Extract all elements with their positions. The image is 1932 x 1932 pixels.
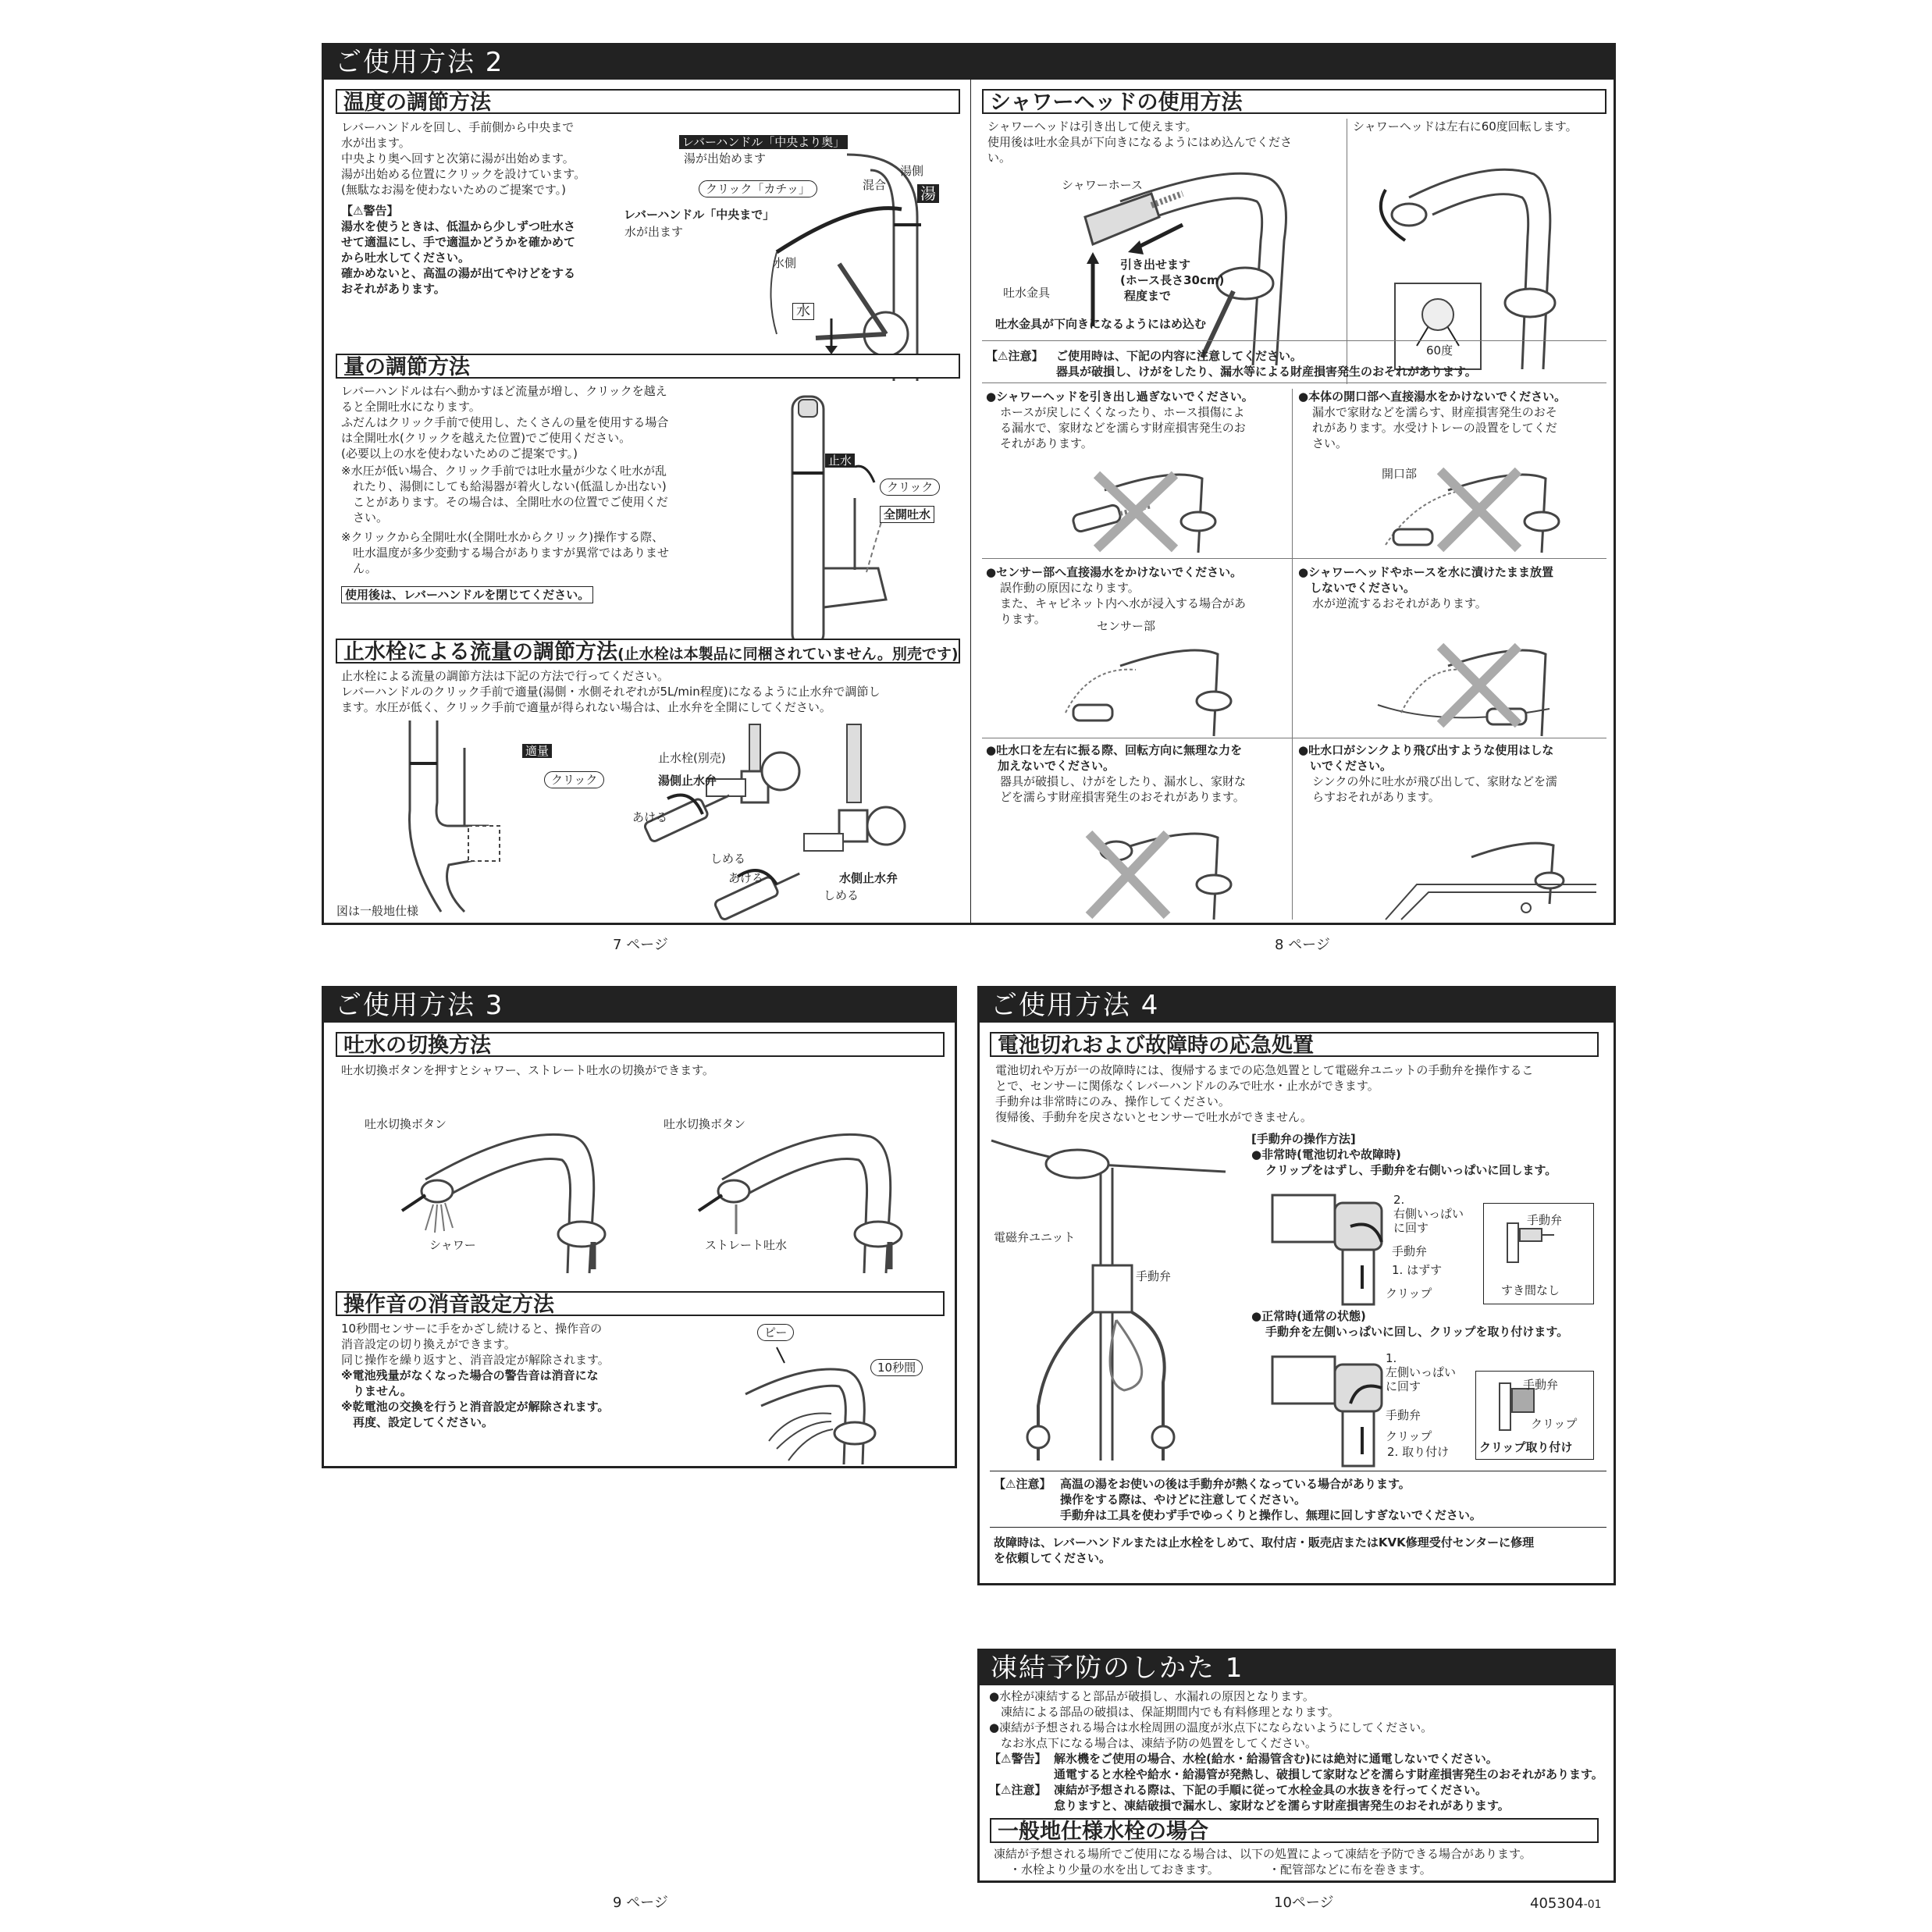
switch-body: 吐水切換ボタンを押すとシャワー、ストレート吐水の切換ができます。 [341, 1063, 714, 1077]
freeze-line-3: ●凍結が予想される場合は水栓周囲の温度が氷点下にならないようにしてください。 [989, 1720, 1433, 1735]
freeze-caution-1: 凍結が予想される際は、下記の手順に従って水栓金具の水抜きを行ってください。 [1054, 1783, 1488, 1797]
label-kongo: 混合 [863, 178, 887, 192]
item-2-body: 漏水で家財などを濡らす、財産損害発生のおそ れがあります。水受けトレーの設置をしてくだ さい。 [1312, 405, 1557, 450]
freeze-warning-1: 解氷機をご使用の場合、水栓(給水・給湯管含む)には絶対に通電しないでください。 [1054, 1752, 1498, 1766]
label-emerg-step-1: 1. はずす [1392, 1263, 1443, 1277]
freeze-warning-head: 【⚠警告】 [989, 1752, 1047, 1766]
item-5-body: 器具が破損し、けがをしたり、漏水し、家財な どを濡らす財産損害発生のおそれがあります。 [1000, 774, 1247, 804]
flow-body: レバーハンドルは右へ動かすほど流量が増し、クリックを越え ると全開吐水になります。 ふだんはクリック手前で使用し、たくさんの量を使用する場合 は全開吐水(クリックを越えた位置)でご使用ください。 (必要以上の水を使わないためのご提案です。) [341, 384, 669, 461]
label-normal-box-clip: クリップ [1531, 1417, 1578, 1431]
label-beep: ピー [757, 1324, 794, 1341]
flow-section-title: 量の調節方法 [336, 354, 960, 379]
p8-caution-head: 【⚠注意】 [986, 349, 1044, 363]
section-band-usage-2: ご使用方法 2 [324, 45, 1614, 80]
freeze-caution-head: 【⚠注意】 [989, 1783, 1047, 1797]
section-band-usage-4: ご使用方法 4 [980, 988, 1614, 1023]
label-hikidase-2: (ホース長さ30cm) [1120, 273, 1225, 287]
label-lever-chuo-1: レバーハンドル「中央まで」 [621, 207, 777, 222]
label-akeru-2: あける [728, 871, 764, 885]
page-7-8-panel [322, 43, 1616, 925]
item-2-head: ●本体の開口部へ直接湯水をかけないでください。 [1298, 390, 1567, 404]
label-solenoid-unit: 電磁弁ユニット [994, 1230, 1076, 1244]
emergency-instr: クリップをはずし、手動弁を右側いっぱいに回します。 [1265, 1163, 1557, 1177]
item-2-illustration [1370, 459, 1573, 553]
emergency-pipe-illustration [991, 1133, 1241, 1461]
stop-caption: 図は一般地仕様 [336, 904, 419, 918]
label-straight: ストレート吐水 [705, 1238, 788, 1252]
freeze-warning-2: 通電すると水栓や給水・給湯管が発熱し、破損して家財などを濡らす財産損害発生のおそれがあります。 [1054, 1767, 1603, 1781]
emergency-section-title: 電池切れおよび故障時の応急処置 [990, 1032, 1599, 1057]
item-6-body: シンクの外に吐水が飛び出して、家財などを濡 らすおそれがあります。 [1312, 774, 1558, 804]
page-10-emergency-panel [977, 986, 1616, 1585]
label-shimeru-2: しめる [824, 888, 859, 902]
item-3-illustration [1058, 635, 1237, 736]
item-5-head: ●吐水口を左右に振る際、回転方向に無理な力を 加えないでください。 [986, 743, 1243, 773]
item-6-illustration [1370, 818, 1604, 920]
shower-right-body: シャワーヘッドは左右に60度回転します。 [1353, 119, 1578, 133]
freeze-sub-item-2: ・配管部などに布を巻きます。 [1268, 1863, 1432, 1877]
mute-note-1: ※電池残量がなくなった場合の警告音は消音にな りません。 [341, 1368, 599, 1398]
label-hikidase-3: 程度まで [1124, 289, 1172, 303]
shower-left-body: シャワーヘッドは引き出して使えます。 使用後は吐水金具が下向きになるようにはめ込んでくださ い。 [987, 119, 1293, 165]
document-code [1530, 1895, 1602, 1912]
stop-title-sub: (止水栓は本製品に同梱されていません。別売です) [617, 646, 959, 663]
grid-row-line-1 [982, 558, 1606, 559]
stop-section-title [336, 639, 960, 664]
label-normal-clip: クリップ [1386, 1429, 1432, 1443]
flow-note-1: ※水圧が低い場合、クリック手前では吐水量が少なく吐水が乱 れたり、湯側にしても給湯器が着火しない(低温しか出ない) ことがあります。その場合は、全開吐水の位置でご使用くだ さい。 [341, 464, 668, 525]
mute-section-title: 操作音の消音設定方法 [336, 1291, 945, 1316]
p10a-caution-3: 手動弁は工具を使わず手でゆっくりと操作し、無理に回しすぎないでください。 [1060, 1508, 1482, 1522]
freeze-sub-item-1: ・水栓より少量の水を出しておきます。 [1009, 1863, 1219, 1877]
stop-faucet-illustration [394, 717, 535, 912]
label-stop-click: クリック [544, 771, 604, 788]
label-kaikobu: 開口部 [1382, 467, 1418, 481]
normal-instr: 手動弁を左側いっぱいに回し、クリップを取り付けます。 [1265, 1325, 1569, 1339]
emerg-detail-box [1483, 1203, 1594, 1304]
freeze-sub-title: 一般地仕様水栓の場合 [990, 1818, 1599, 1843]
label-60-deg: 60度 [1426, 343, 1453, 358]
label-emerg-valve: 手動弁 [1392, 1244, 1428, 1258]
section-band-freeze: 凍結予防のしかた 1 [980, 1651, 1614, 1685]
label-switch-btn-1: 吐水切換ボタン [365, 1117, 447, 1131]
label-normal-step-1: 1. 左側いっぱい に回す [1386, 1351, 1457, 1393]
label-yugawa-ben: 湯側止水弁 [658, 774, 717, 788]
label-normal-box-valve: 手動弁 [1523, 1378, 1559, 1392]
item-5-illustration [1058, 818, 1237, 920]
page-9-panel [322, 986, 957, 1468]
label-lever-oku-1: レバーハンドル「中央より奥」 [679, 135, 848, 149]
label-shower-hose: シャワーホース [1062, 178, 1143, 192]
p8-caution-1: ご使用時は、下記の内容に注意してください。 [1056, 349, 1303, 363]
item-1-illustration [1058, 459, 1229, 553]
label-lever-oku-2: 湯が出始めます [684, 151, 767, 165]
p10a-caution-2: 操作をする際は、やけどに注意してください。 [1060, 1493, 1307, 1507]
label-zenkai: 全開吐水 [880, 506, 934, 523]
freeze-line-2: 凍結による部品の破損は、保証期間内でも有料修理となります。 [989, 1705, 1340, 1719]
label-emerg-step-2: 2. 右側いっぱい に回す [1393, 1193, 1464, 1235]
label-shisuisen: 止水栓(別売) [658, 751, 726, 765]
item-4-head: ●シャワーヘッドやホースを水に漬けたまま放置 しないでください。 [1298, 565, 1554, 595]
shower-rotate-illustration [1362, 143, 1612, 377]
temp-warning-body: 湯水を使うときは、低温から少しずつ吐水さ せて適温にし、手で適温かどうかを確かめて から吐水してください。 確かめないと、高温の湯が出てやけどをする おそれがあります。 [341, 219, 576, 296]
mute-body: 10秒間センサーに手をかざし続けると、操作音の 消音設定の切り換えができます。 同じ操作を繰り返すと、消音設定が解除されます。 [341, 1322, 610, 1367]
label-shisui: 止水 [825, 454, 855, 468]
flow-note-2: ※クリックから全開吐水(全開吐水からクリック)操作する際、 吐水温度が多少変動する場合がありますが異常ではありませ ん。 [341, 530, 670, 575]
label-flow-click: クリック [880, 479, 940, 496]
label-sukima-nashi: すき間なし [1501, 1283, 1560, 1297]
label-mizugawa: 水側 [773, 256, 797, 270]
mute-hand-illustration [730, 1324, 933, 1464]
label-normal-step-2: 2. 取り付け [1387, 1445, 1450, 1459]
item-4-body: 水が逆流するおそれがあります。 [1312, 596, 1487, 610]
item-3-body: 誤作動の原因になります。 また、キャビネット内へ水が浸入する場合があ ります。 [1000, 581, 1247, 626]
label-hikidase-1: 引き出せます [1120, 258, 1191, 272]
emergency-valve-illustration [1257, 1179, 1413, 1304]
label-mizu: 水 [792, 303, 814, 320]
document-code-suffix: -01 [1583, 1898, 1602, 1911]
temp-body: レバーハンドルを回し、手前側から中央まで 水が出ます。 中央より奥へ回すと次第に湯が出始めます。 湯が出始める位置にクリックを設けています。 (無駄なお湯を使わないためのご提案です。) [341, 120, 586, 197]
page-number-10: 10ページ [1274, 1895, 1334, 1911]
freeze-line-4: なお氷点下になる場合は、凍結予防の処置をしてください。 [989, 1736, 1318, 1750]
emergency-body: 電池切れや万が一の故障時には、復帰するまでの応急処置として電磁弁ユニットの手動弁を操作するこ とで、センサーに関係なくレバーハンドルのみで吐水・止水ができます。 手動弁は非常時にのみ、操作してください。 復帰後、手動弁を戻さないとセンサーで吐水ができません。 [995, 1063, 1534, 1124]
caution-bottom-rule [982, 382, 1606, 383]
label-lever-chuo-2: 水が出ます [624, 225, 684, 239]
shower-section-title: シャワーヘッドの使用方法 [982, 89, 1606, 114]
emergency-head: ●非常時(電池切れや故障時) [1251, 1147, 1401, 1162]
label-10s: 10秒間 [870, 1359, 923, 1376]
op-method-head: [手動弁の操作方法] [1251, 1132, 1356, 1146]
mute-note-2: ※乾電池の交換を行うと消音設定が解除されます。 再度、設定してください。 [341, 1400, 610, 1429]
label-emerg-box-valve: 手動弁 [1527, 1213, 1563, 1227]
label-sensor: センサー部 [1097, 619, 1156, 633]
freeze-caution-2: 怠りますと、凍結破損で漏水し、家財などを濡らす財産損害発生のおそれがあります。 [1054, 1799, 1510, 1813]
item-1-head: ●シャワーヘッドを引き出し過ぎないでください。 [986, 390, 1254, 404]
temp-warning-head: 【⚠警告】 [341, 204, 399, 218]
section-band-usage-3: ご使用方法 3 [324, 988, 955, 1023]
label-yugawa: 湯側 [900, 164, 924, 178]
freeze-line-1: ●水栓が凍結すると部品が破損し、水漏れの原因となります。 [989, 1689, 1315, 1703]
stop-title-main: 止水栓による流量の調節方法 [343, 640, 617, 664]
item-1-body: ホースが戻しにくくなったり、ホース損傷によ る漏水で、家財などを濡らす財産損害発生のお それがあります。 [1000, 405, 1246, 450]
item-3-head: ●センサー部へ直接湯水をかけないでください。 [986, 565, 1243, 579]
page-number-7: 7 ページ [613, 937, 668, 953]
stop-body: 止水栓による流量の調節方法は下記の方法で行ってください。 レバーハンドルのクリック手前で適量(湯側・水側それぞれが5L/min程度)になるように止水弁で調節し ます。水圧が低く、クリック手前で適量が得られない場合は、止水弁を全開にしてください。 [341, 669, 881, 714]
grid-center-line [1292, 389, 1293, 920]
label-akeru-1: あける [632, 810, 668, 824]
label-shower: シャワー [429, 1238, 476, 1252]
temp-section-title: 温度の調節方法 [336, 89, 960, 114]
flow-boxed-note: 使用後は、レバーハンドルを閉じてください。 [341, 586, 593, 603]
item-6-head: ●吐水口がシンクより飛び出すような使用はしな いでください。 [1298, 743, 1554, 773]
label-tosui-kanagu: 吐水金具 [1003, 286, 1051, 300]
freeze-sub-body: 凍結が予想される場所でご使用になる場合は、以下の処置によって凍結を予防できる場合があります。 [994, 1847, 1532, 1861]
label-down-fit: 吐水金具が下向きになるようにはめ込む [995, 317, 1207, 331]
normal-detail-box [1475, 1371, 1594, 1460]
page-10-freeze-panel [977, 1649, 1616, 1883]
page-number-8: 8 ページ [1275, 937, 1330, 953]
label-normal-valve: 手動弁 [1386, 1408, 1421, 1422]
label-mizugawa-ben: 水側止水弁 [839, 871, 898, 885]
label-normal-box-caption: クリップ取り付け [1479, 1440, 1573, 1454]
p8-caution-2: 器具が破損し、けがをしたり、漏水等による財産損害発生のおそれがあります。 [1056, 365, 1477, 379]
document-code-main: 405304 [1530, 1895, 1584, 1912]
label-shimeru-1: しめる [710, 852, 746, 866]
normal-head: ●正常時(通常の状態) [1251, 1309, 1366, 1323]
page-divider [970, 80, 971, 925]
caution-top-rule [982, 340, 1606, 341]
item-4-illustration [1370, 635, 1573, 736]
label-emerg-clip: クリップ [1386, 1286, 1432, 1300]
page-number-9: 9 ページ [613, 1895, 668, 1911]
label-click-kachi: クリック「カチッ」 [699, 180, 817, 197]
fault-message: 故障時は、レバーハンドルまたは止水栓をしめて、取付店・販売店またはKVK修理受付センターに修理 を依頼してください。 [994, 1535, 1535, 1565]
p10a-caution-head: 【⚠注意】 [994, 1477, 1051, 1491]
emergency-fault-rule [990, 1527, 1606, 1528]
label-yu: 湯 [917, 184, 939, 203]
label-manual-valve: 手動弁 [1136, 1269, 1172, 1283]
switch-section-title: 吐水の切換方法 [336, 1032, 945, 1057]
label-switch-btn-2: 吐水切換ボタン [664, 1117, 746, 1131]
label-tekiryo: 適量 [522, 744, 552, 758]
p10a-caution-1: 高温の湯をお使いの後は手動弁が熱くなっている場合があります。 [1060, 1477, 1411, 1491]
